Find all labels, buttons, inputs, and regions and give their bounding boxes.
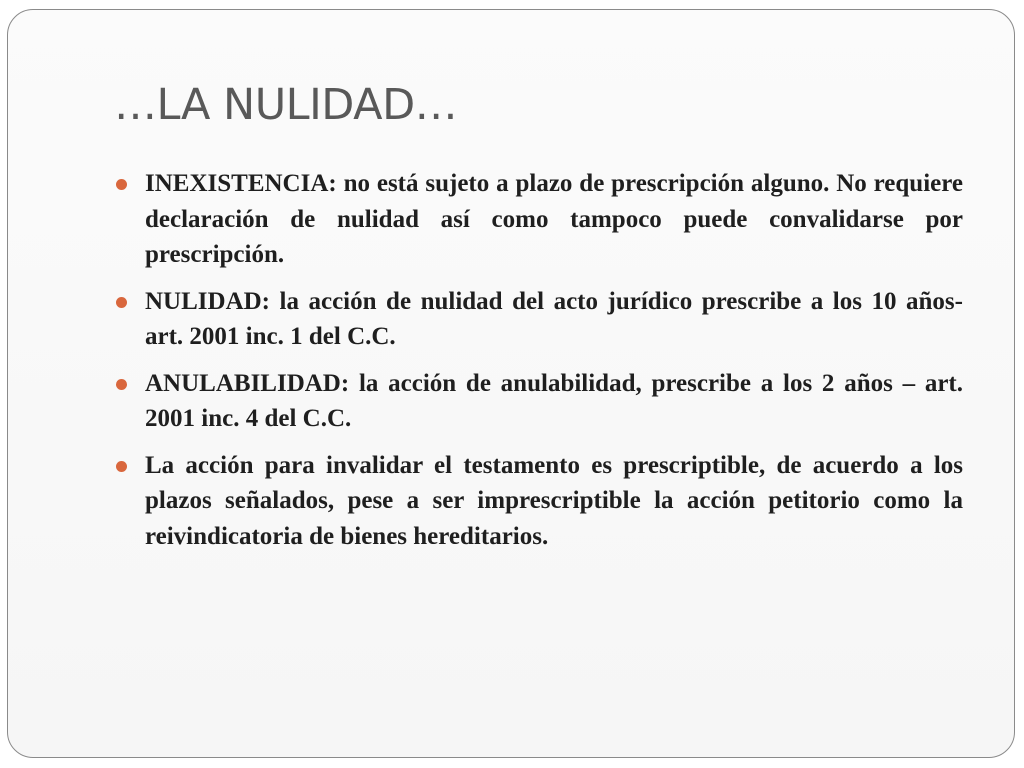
slide-title: …LA NULIDAD… (114, 80, 458, 130)
bullet-text: ANULABILIDAD: la acción de anulabilidad, prescribe a los 2 años – art. 2001 inc. 4 del C.C. (145, 369, 963, 432)
bullet-item-anulabilidad (145, 366, 963, 437)
bullet-list (145, 166, 963, 565)
bullet-item-nulidad (145, 284, 963, 355)
bullet-text: La acción para invalidar el testamento es prescriptible, de acuerdo a los plazos señalados, pese a ser imprescriptible la acción petitorio como la reivindicatoria de bienes hereditarios. (145, 451, 963, 550)
bullet-dot-icon (116, 461, 127, 472)
bullet-item-testamento (145, 448, 963, 555)
bullet-dot-icon (116, 179, 127, 190)
bullet-dot-icon (116, 379, 127, 390)
bullet-dot-icon (116, 297, 127, 308)
bullet-item-inexistencia (145, 166, 963, 273)
bullet-text: NULIDAD: la acción de nulidad del acto jurídico prescribe a los 10 años- art. 2001 inc. 1 del C.C. (145, 287, 963, 350)
bullet-text: INEXISTENCIA: no está sujeto a plazo de prescripción alguno. No requiere declaración de nulidad así como tampoco puede convalidarse por prescripción. (145, 170, 963, 268)
